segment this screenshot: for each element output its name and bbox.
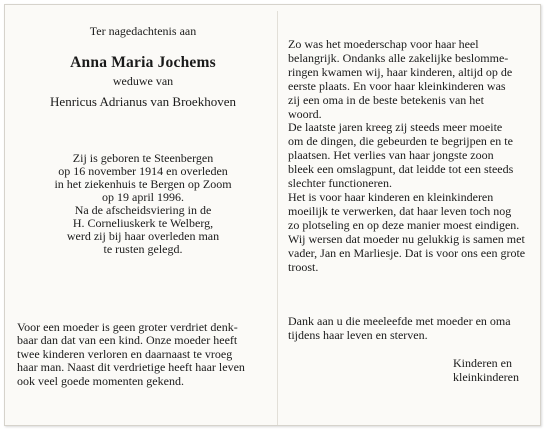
text-line: Wij wersen dat moeder nu gelukkig is samen met	[288, 231, 525, 246]
thanks-paragraph	[288, 315, 511, 343]
tribute-paragraph	[17, 321, 269, 388]
text-line: slechter functioneren.	[288, 176, 392, 191]
text-line: zij een oma in de beste betekenis van het	[288, 92, 484, 107]
text-line: moeilijk te verwerken, dat haar leven toch nog	[288, 203, 512, 218]
memorial-card	[4, 4, 541, 426]
text-line: tijdens haar leven en sterven.	[288, 327, 428, 342]
text-line: Het is voor haar kinderen en kleinkinderen	[288, 189, 494, 204]
bio-line: Zij is geboren te Steenbergen	[72, 150, 214, 165]
bio-line: op 16 november 1914 en overleden	[58, 163, 228, 178]
husband-name: Henricus Adrianus van Broekhoven	[50, 93, 236, 109]
text-line: om de dingen, die gebeurden te begrijpen en te	[288, 134, 513, 149]
text-line: bleek een omslagpunt, dat leidde tot een steeds	[288, 162, 514, 177]
text-line: Zo was het moederschap voor haar heel	[288, 37, 479, 51]
paragraph-motherhood	[288, 38, 534, 121]
tribute-line: haar man. Naast dit verdrietige heeft haar leven	[17, 360, 245, 375]
biography-block	[17, 152, 269, 257]
right-page	[288, 37, 534, 384]
text-line: zo plotseling en op deze manier moest eindigen.	[288, 217, 520, 232]
bio-line: op 19 april 1996.	[102, 190, 184, 205]
paragraph-last-years	[288, 121, 534, 191]
text-line: vader, Jan en Marliesje. Dat is voor ons een grote	[288, 245, 526, 260]
paragraph-grief	[288, 191, 534, 233]
text-line: eerste plaats. En voor haar kleinkinderen was	[288, 78, 506, 93]
widow-text: weduwe van	[112, 74, 174, 89]
signoff	[453, 356, 519, 384]
text-line: troost.	[288, 259, 319, 274]
bio-line: te rusten gelegd.	[103, 242, 183, 257]
left-page	[17, 24, 269, 388]
text-line: ringen kwamen wij, haar kinderen, altijd op de	[288, 64, 513, 79]
text-line: belangrijk. Ondanks alle zakelijke beslomme-	[288, 50, 509, 65]
card-fold-line	[277, 11, 278, 425]
bio-line: H. Corneliuskerk te Welberg,	[72, 216, 214, 231]
tribute-line: Voor een moeder is geen groter verdriet denk-	[17, 320, 238, 334]
bio-line: Na de afscheidsviering in de	[74, 203, 212, 218]
signoff-line: kleinkinderen	[453, 370, 519, 384]
text-line: De laatste jaren kreeg zij steeds meer moeite	[288, 120, 503, 135]
text-line: plaatsen. Het verlies van haar jongste zoon	[288, 148, 494, 163]
bio-line: werd zij bij haar overleden man	[66, 229, 220, 244]
text-line: Dank aan u die meeleefde met moeder en oma	[288, 314, 511, 328]
signoff-line: Kinderen en	[453, 356, 512, 370]
text-line: woord.	[288, 106, 322, 121]
intro-text: Ter nagedachtenis aan	[89, 24, 197, 38]
paragraph-wish	[288, 233, 534, 275]
tribute-line: ook veel goede momenten gekend.	[17, 373, 184, 388]
tribute-line: baar dan dat van een kind. Onze moeder heeft	[17, 333, 238, 348]
tribute-line: twee kinderen verloren en daarnaast te vroeg	[17, 346, 233, 361]
deceased-name: Anna Maria Jochems	[70, 54, 216, 72]
bio-line: in het ziekenhuis te Bergen op Zoom	[54, 177, 232, 191]
